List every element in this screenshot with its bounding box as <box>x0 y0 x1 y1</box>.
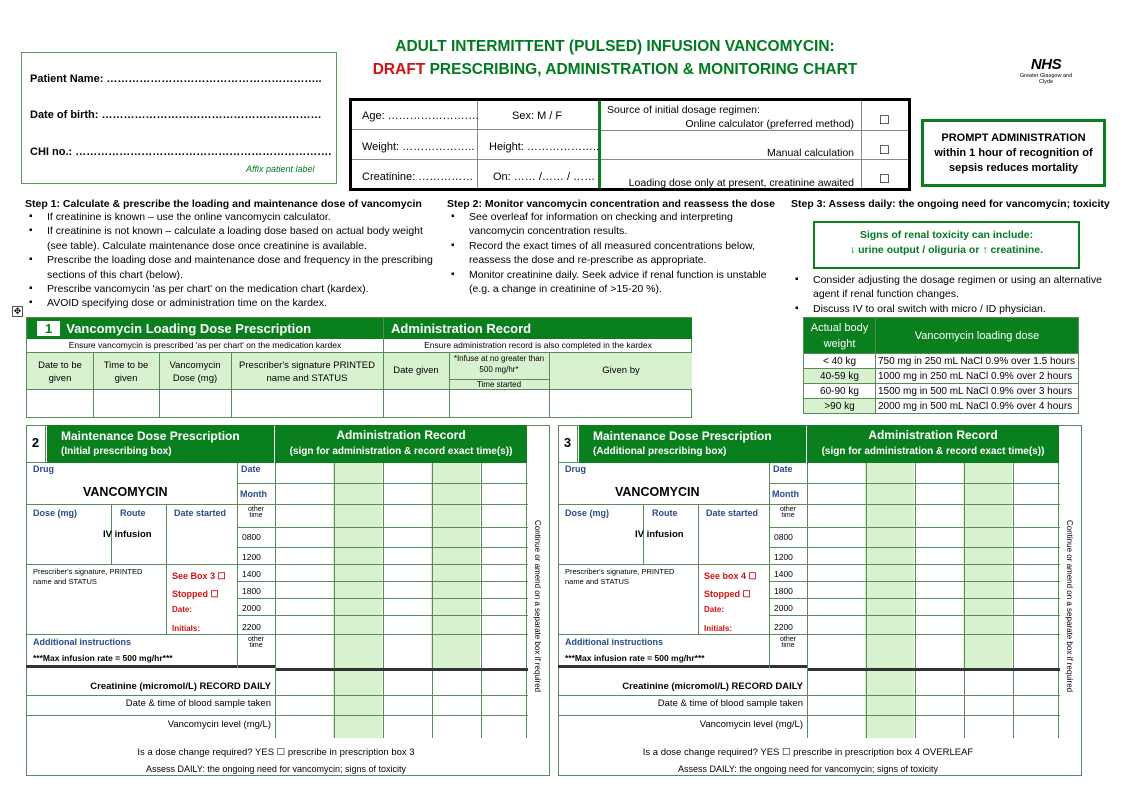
month-label: Month <box>240 489 267 499</box>
checkbox-loading-only[interactable]: ☐ <box>879 172 890 186</box>
vancomycin-level-label: Vancomycin level (mg/L) <box>699 719 803 730</box>
max-infusion-rate: ***Max infusion rate = 500 mg/hr*** <box>33 653 173 663</box>
renal-toxicity-signs: ↓ urine output / oliguria or ↑ creatinine. <box>849 244 1044 256</box>
step2-section <box>447 198 782 296</box>
loading-dose-section <box>26 317 692 418</box>
route-value: IV infusion <box>635 529 684 540</box>
dose-label: Dose (mg) <box>565 508 610 518</box>
maint-subtitle: (Additional prescribing box) <box>593 446 727 457</box>
source-option-loading-only: Loading dose only at present, creatinine awaited <box>628 177 854 189</box>
time-slot: 2000 <box>774 603 793 613</box>
patient-name-field[interactable]: Patient Name: ………………………………………………….. <box>30 73 322 85</box>
weight-field[interactable]: Weight: ……………….. <box>362 141 475 153</box>
date-label: Date <box>773 464 793 474</box>
checkbox-calculator[interactable]: ☐ <box>879 113 890 127</box>
creatinine-field[interactable]: Creatinine: …………… <box>362 171 474 183</box>
checkbox-manual[interactable]: ☐ <box>879 143 890 157</box>
other-time-label: other time <box>248 636 264 649</box>
patient-details-box <box>349 98 911 191</box>
time-slot: 0800 <box>774 532 793 542</box>
chart-title-line1: ADULT INTERMITTENT (PULSED) INFUSION VANCOMYCIN: <box>395 38 835 55</box>
loading-dose-weight-table <box>803 317 1079 414</box>
loading-dose-value: 750 mg in 250 mL NaCl 0.9% over 1.5 hours <box>876 354 1079 369</box>
renal-toxicity-box <box>813 221 1080 269</box>
nhs-logo-text: NHS <box>1030 56 1062 73</box>
other-time-label: other time <box>780 506 796 519</box>
col-time-to-be-given: Time to be given <box>103 360 149 384</box>
assess-daily-note: Assess DAILY: the ongoing need for vancomycin; signs of toxicity <box>146 764 406 774</box>
date-label: Date <box>241 464 261 474</box>
loading-dose-title: Vancomycin Loading Dose Prescription <box>66 321 312 336</box>
stopped-checkbox[interactable]: Stopped ☐ <box>172 589 219 599</box>
admin-grid[interactable] <box>807 463 1059 738</box>
loading-dose-value: 1000 mg in 250 mL NaCl 0.9% over 2 hours <box>876 369 1079 384</box>
admin-grid[interactable] <box>275 463 527 738</box>
time-slot: 1800 <box>774 586 793 596</box>
route-value: IV infusion <box>103 529 152 540</box>
time-slot: 1400 <box>774 569 793 579</box>
source-label: Source of initial dosage regimen: <box>607 104 760 116</box>
weight-range: 60-90 kg <box>804 384 876 399</box>
drug-name: VANCOMYCIN <box>615 485 700 499</box>
col-vancomycin-dose: Vancomycin Dose (mg) <box>169 360 221 384</box>
loading-dose-value: 1500 mg in 500 mL NaCl 0.9% over 3 hours <box>876 384 1079 399</box>
side-continue-note: Continue or amend on a separate box if required <box>533 520 542 693</box>
time-slot: 0800 <box>242 532 261 542</box>
col-given-by: Given by <box>602 365 640 376</box>
route-label: Route <box>652 508 678 518</box>
col-infuse-rate-note: *Infuse at no greater than 500 mg/hr* <box>453 354 545 374</box>
date-started-label: Date started <box>706 508 759 518</box>
blood-sample-label: Date & time of blood sample taken <box>657 698 803 709</box>
sex-field[interactable]: Sex: M / F <box>512 110 563 122</box>
time-slot: 2200 <box>774 622 793 632</box>
dose-change-question[interactable]: Is a dose change required? YES ☐ prescribe in prescription box 4 OVERLEAF <box>642 747 974 758</box>
creatinine-daily-label: Creatinine (micromol/L) RECORD DAILY <box>622 681 803 692</box>
dose-col-header: Vancomycin loading dose <box>876 318 1079 354</box>
vancomycin-level-label: Vancomycin level (mg/L) <box>167 719 271 730</box>
maint-admin-header <box>807 425 1059 463</box>
step1-item: ▪ If creatinine is known – use the online vancomycin calculator. <box>25 210 435 224</box>
maintenance-panel-additional <box>558 425 1082 776</box>
maint-title: Maintenance Dose Prescription <box>593 429 772 443</box>
col-prescriber-signature: Prescriber's signature PRINTED name and STATUS <box>239 360 375 384</box>
weight-range: >90 kg <box>804 399 876 414</box>
stopped-checkbox[interactable]: Stopped ☐ <box>704 589 751 599</box>
loading-admin-title: Administration Record <box>384 318 692 339</box>
prescriber-signature-label: Prescriber's signature, PRINTED name and STATUS <box>565 567 675 586</box>
time-slot: 1400 <box>242 569 261 579</box>
stopped-initials-label: Initials: <box>704 624 733 633</box>
maint-header <box>558 425 806 463</box>
nhs-logo-org: Greater Glasgow and Clyde <box>1019 73 1073 85</box>
loading-dose-value: 2000 mg in 500 mL NaCl 0.9% over 4 hours <box>876 399 1079 414</box>
source-option-manual: Manual calculation <box>767 147 854 159</box>
source-option-calculator: Online calculator (preferred method) <box>685 118 854 130</box>
dob-field[interactable]: Date of birth: …………………………………………………… <box>30 109 322 121</box>
maint-admin-header <box>275 425 527 463</box>
prompt-administration-box: PROMPT ADMINISTRATION within 1 hour of recognition of sepsis reduces mortality <box>921 119 1106 187</box>
side-continue-note: Continue or amend on a separate box if required <box>1065 520 1074 693</box>
step1-section <box>25 198 435 311</box>
admin-kardex-note: Ensure administration record is also completed in the kardex <box>424 340 652 350</box>
creatinine-date-field[interactable]: On: …… /…… / …… <box>493 171 596 183</box>
maint-subtitle: (Initial prescribing box) <box>61 446 172 457</box>
time-slot: 1200 <box>242 552 261 562</box>
prescriber-signature-label: Prescriber's signature, PRINTED name and STATUS <box>33 567 143 586</box>
affix-label: Affix patient label <box>246 164 315 174</box>
box-number: 2 <box>26 425 46 463</box>
additional-instructions-label: Additional instructions <box>565 637 663 647</box>
time-slot: 1800 <box>242 586 261 596</box>
route-label: Route <box>120 508 146 518</box>
maint-title: Maintenance Dose Prescription <box>61 429 240 443</box>
step1-item: ▪ If creatinine is not known – calculate a loading dose based on actual body weight (see table). Calculate maintenance dose once creatinine is available. <box>25 224 435 253</box>
height-field[interactable]: Height: ……………….. <box>489 141 600 153</box>
weight-col-header: Actual body weight <box>804 318 876 354</box>
time-slot: 2000 <box>242 603 261 613</box>
drug-label: Drug <box>33 464 54 474</box>
loading-kardex-note: Ensure vancomycin is prescribed 'as per chart' on the medication kardex <box>68 340 342 350</box>
col-date-given: Date given <box>393 365 439 376</box>
time-slot: 1200 <box>774 552 793 562</box>
step3-section <box>791 198 1121 210</box>
max-infusion-rate: ***Max infusion rate = 500 mg/hr*** <box>565 653 705 663</box>
stopped-date-label: Date: <box>172 605 193 614</box>
other-time-label: other time <box>780 636 796 649</box>
box-number-1: 1 <box>37 321 60 336</box>
dose-change-question[interactable]: Is a dose change required? YES ☐ prescribe in prescription box 3 <box>137 747 415 758</box>
time-slot: 2200 <box>242 622 261 632</box>
step3-list <box>791 273 1121 316</box>
weight-range: 40-59 kg <box>804 369 876 384</box>
stopped-initials-label: Initials: <box>172 624 201 633</box>
step3-item: ▪ Consider adjusting the dosage regimen or using an alternative agent if renal function changes. <box>791 273 1121 302</box>
dose-label: Dose (mg) <box>33 508 78 518</box>
creatinine-daily-label: Creatinine (micromol/L) RECORD DAILY <box>90 681 271 692</box>
stopped-date-label: Date: <box>704 605 725 614</box>
maint-header <box>26 425 274 463</box>
drug-name: VANCOMYCIN <box>83 485 168 499</box>
move-handle-icon[interactable]: ✥ <box>13 306 22 316</box>
date-started-label: Date started <box>174 508 227 518</box>
step1-item: ▪ AVOID specifying dose or administration time on the kardex. <box>25 296 435 310</box>
box-number: 3 <box>558 425 578 463</box>
step3-heading: Step 3: Assess daily: the ongoing need for vancomycin; toxicity <box>791 198 1110 210</box>
step1-item: ▪ Prescribe vancomycin 'as per chart' on the medication chart (kardex). <box>25 282 435 296</box>
see-box-checkbox[interactable]: See box 4 ☐ <box>704 571 757 581</box>
col-time-started: Time started <box>449 379 549 389</box>
nhs-logo <box>1017 56 1075 85</box>
other-time-label: other time <box>248 506 264 519</box>
blood-sample-label: Date & time of blood sample taken <box>125 698 271 709</box>
age-field[interactable]: Age: ……………………. <box>362 110 479 122</box>
col-date-to-be-given: Date to be given <box>38 360 82 384</box>
step2-heading: Step 2: Monitor vancomycin concentration and reassess the dose <box>447 198 775 210</box>
weight-range: < 40 kg <box>804 354 876 369</box>
loading-dose-header <box>27 318 383 339</box>
additional-instructions-label: Additional instructions <box>33 637 131 647</box>
step3-item: ▪ Discuss IV to oral switch with micro / ID physician. <box>791 302 1121 316</box>
step2-item: ▪ Monitor creatinine daily. Seek advice if renal function is unstable (e.g. a change in creatinine of >15-20 %). <box>447 268 782 297</box>
draft-label: DRAFT <box>372 61 426 78</box>
drug-label: Drug <box>565 464 586 474</box>
month-label: Month <box>772 489 799 499</box>
step1-heading: Step 1: Calculate & prescribe the loading and maintenance dose of vancomycin <box>25 198 422 210</box>
step1-item: ▪ Prescribe the loading dose and maintenance dose and frequency in the prescribing sections of this chart (below). <box>25 253 435 282</box>
maintenance-panel-initial <box>26 425 550 776</box>
renal-toxicity-heading: Signs of renal toxicity can include: <box>859 229 1034 241</box>
chi-field[interactable]: CHI no.: ……………………………………………………………. <box>30 146 332 158</box>
step2-item: ▪ Record the exact times of all measured concentrations below, reassess the dose and re-prescribe as appropriate. <box>447 239 782 268</box>
maint-admin-title: Administration Record <box>868 428 998 442</box>
chart-title-text: PRESCRIBING, ADMINISTRATION & MONITORING CHART <box>425 61 858 78</box>
maint-admin-title: Administration Record <box>336 428 466 442</box>
maint-admin-subtitle: (sign for administration & record exact time(s)) <box>289 446 513 457</box>
maint-admin-subtitle: (sign for administration & record exact time(s)) <box>821 446 1045 457</box>
assess-daily-note: Assess DAILY: the ongoing need for vancomycin; signs of toxicity <box>678 764 938 774</box>
see-box-checkbox[interactable]: See Box 3 ☐ <box>172 571 226 581</box>
step2-item: ▪ See overleaf for information on checking and interpreting vancomycin concentration results. <box>447 210 782 239</box>
